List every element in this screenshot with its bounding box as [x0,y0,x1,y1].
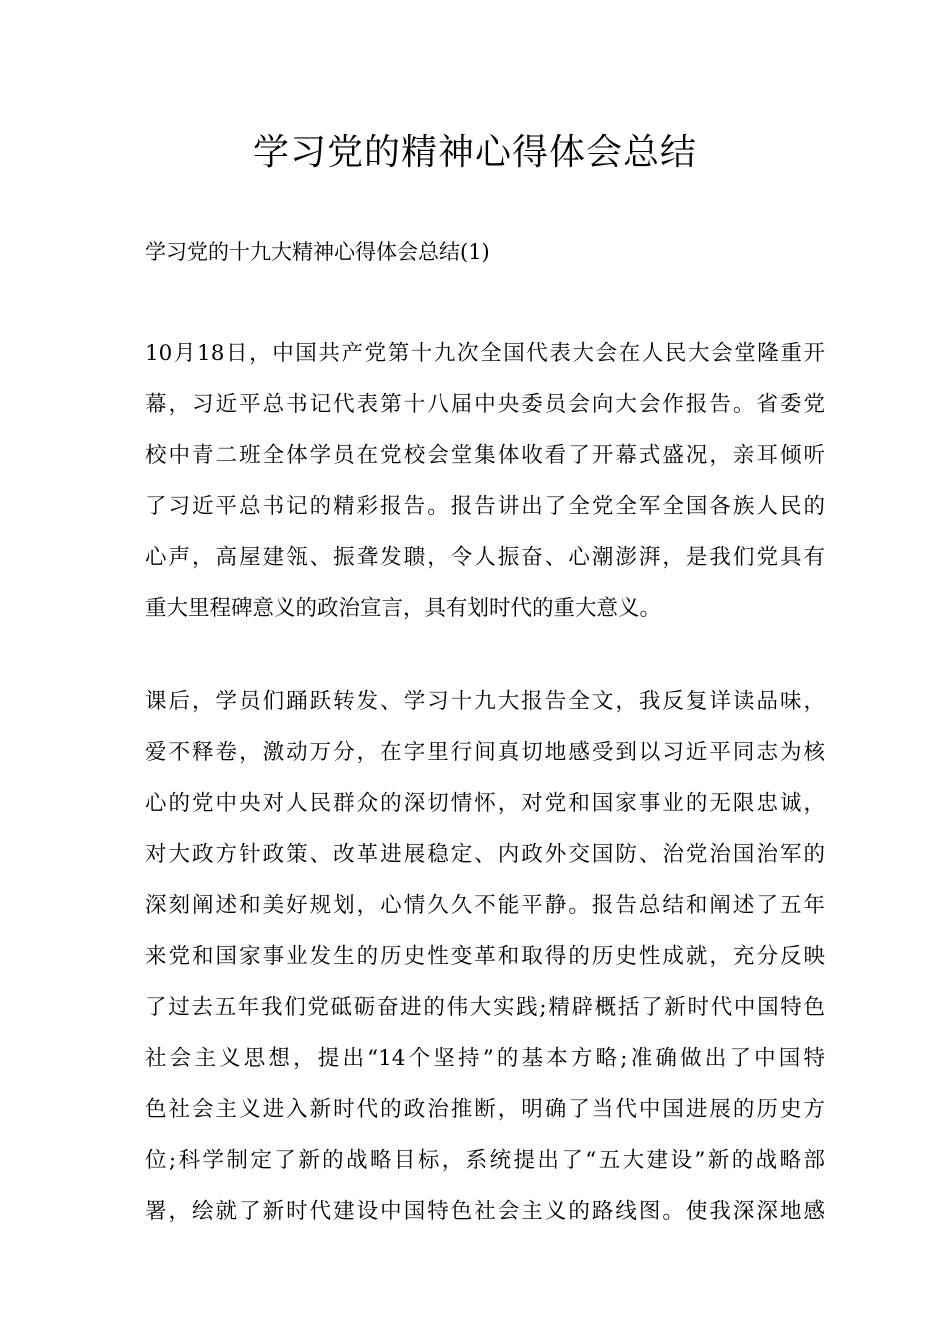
paragraph-line: 校中青二班全体学员在党校会堂集体收看了开幕式盛况，亲耳倾听 [145,443,825,468]
paragraph-line: 课后，学员们踊跃转发、学习十九大报告全文，我反复详读品味， [145,689,825,714]
paragraph-line: 署，绘就了新时代建设中国特色社会主义的路线图。使我深深地感 [145,1199,825,1224]
paragraph-line: 位;科学制定了新的战略目标，系统提出了“五大建设”新的战略部 [145,1148,825,1173]
paragraph-1 [145,328,825,634]
paragraph-line: 深刻阐述和美好规划，心情久久不能平静。报告总结和阐述了五年 [145,893,825,918]
paragraph-line: 了习近平总书记的精彩报告。报告讲出了全党全军全国各族人民的 [145,494,825,519]
paragraph-line: 色社会主义进入新时代的政治推断，明确了当代中国进展的历史方 [145,1097,825,1122]
paragraph-line: 心声，高屋建瓴、振聋发聩，令人振奋、心潮澎湃，是我们党具有 [145,545,825,570]
paragraph-line: 了过去五年我们党砥砺奋进的伟大实践;精辟概括了新时代中国特色 [145,995,825,1020]
paragraph-line: 心的党中央对人民群众的深切情怀，对党和国家事业的无限忠诚， [145,791,825,816]
paragraph-2 [145,676,825,1237]
paragraph-line: 对大政方针政策、改革进展稳定、内政外交国防、治党治国治军的 [145,842,825,867]
paragraph-line: 爱不释卷，激动万分，在字里行间真切地感受到以习近平同志为核 [145,740,825,765]
paragraph-line: 幕，习近平总书记代表第十八届中央委员会向大会作报告。省委党 [145,392,825,417]
document-subtitle: 学习党的十九大精神心得体会总结(1) [145,240,490,264]
paragraph-line: 重大里程碑意义的政治宣言，具有划时代的重大意义。 [145,596,662,621]
document-title: 学习党的精神心得体会总结 [252,132,697,173]
paragraph-line: 来党和国家事业发生的历史性变革和取得的历史性成就，充分反映 [145,944,825,969]
paragraph-line: 社会主义思想，提出“14个坚持”的基本方略;准确做出了中国特 [145,1046,825,1071]
paragraph-line: 10月18日，中国共产党第十九次全国代表大会在人民大会堂隆重开 [145,341,825,366]
